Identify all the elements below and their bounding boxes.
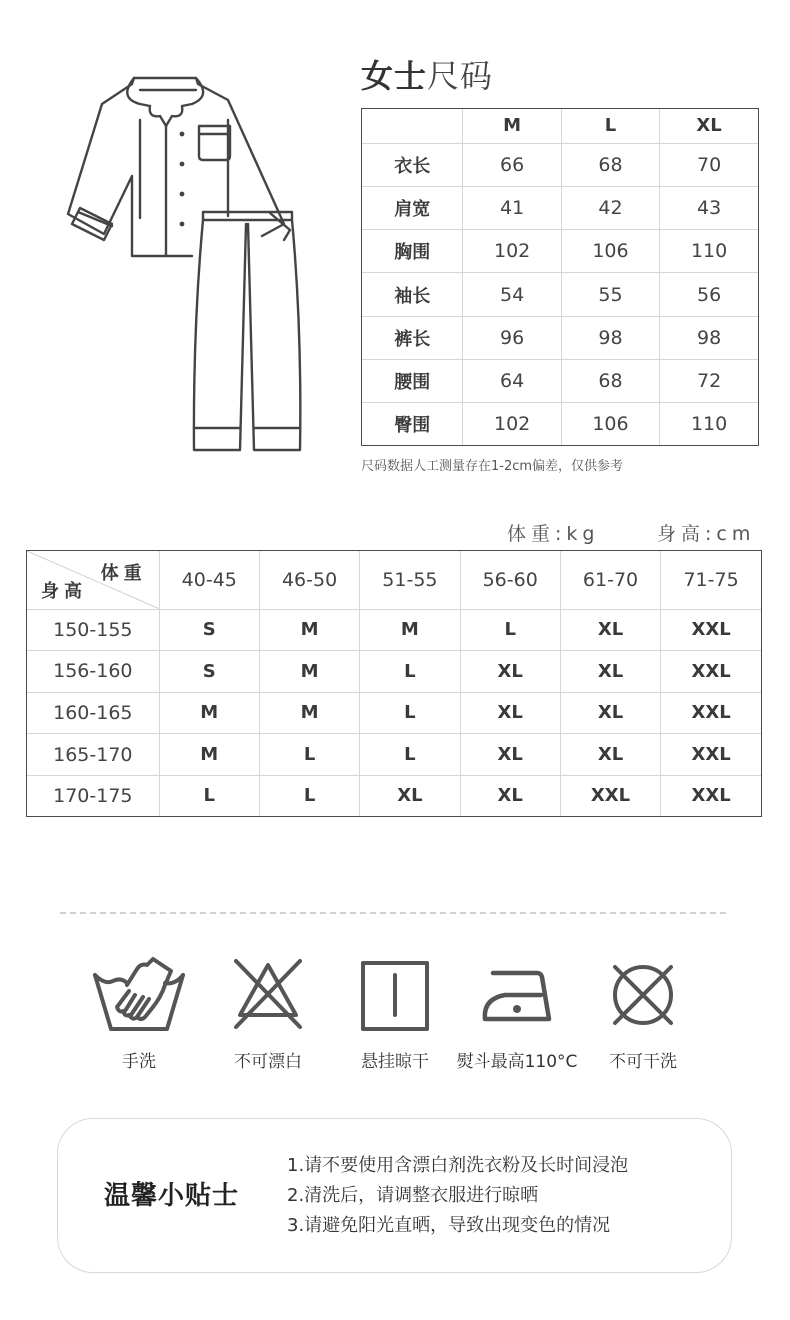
height-unit-label: 身高:cm	[657, 523, 756, 545]
no-bleach-icon	[230, 955, 306, 1033]
weight-range-header: 56-60	[460, 551, 560, 609]
size-cell: L	[259, 734, 359, 776]
cell: 55	[561, 273, 659, 316]
cell: 70	[660, 143, 758, 186]
size-cell: L	[259, 775, 359, 816]
hand-wash-icon	[91, 955, 187, 1033]
row-label: 腰围	[362, 359, 463, 402]
size-recommendation-table	[26, 550, 762, 817]
care-label: 熨斗最高110°C	[456, 1052, 578, 1072]
size-cell: XXL	[560, 775, 660, 816]
size-cell: XL	[360, 775, 460, 816]
cell: 68	[561, 143, 659, 186]
size-cell: L	[360, 734, 460, 776]
corner-cell	[27, 551, 159, 609]
table-row	[27, 609, 761, 651]
table-row	[362, 403, 758, 445]
cell: 56	[660, 273, 758, 316]
size-cell: M	[259, 651, 359, 693]
cell: 102	[463, 230, 561, 273]
row-label: 胸围	[362, 230, 463, 273]
table-row	[27, 775, 761, 816]
table-row	[27, 651, 761, 693]
cell: 98	[660, 316, 758, 359]
size-header-row	[362, 109, 758, 143]
size-col-header: XL	[660, 109, 758, 143]
cell: 68	[561, 359, 659, 402]
row-label: 衣长	[362, 143, 463, 186]
weight-range-header: 61-70	[560, 551, 660, 609]
size-cell: XL	[560, 692, 660, 734]
height-range: 170-175	[27, 775, 159, 816]
tips-title: 温馨小贴士	[104, 1181, 240, 1211]
table-row	[362, 273, 758, 316]
size-cell: M	[159, 692, 259, 734]
size-cell: XL	[460, 651, 560, 693]
size-cell: L	[360, 692, 460, 734]
size-col-header: M	[463, 109, 561, 143]
size-corner-cell	[362, 109, 463, 143]
no-dry-clean-icon	[605, 955, 681, 1033]
page-title	[361, 56, 493, 96]
row-label: 肩宽	[362, 187, 463, 230]
tips-box	[57, 1118, 732, 1273]
size-cell: XL	[560, 734, 660, 776]
measurement-note: 尺码数据人工测量存在1-2cm偏差，仅供参考	[361, 459, 624, 474]
size-cell: XL	[460, 692, 560, 734]
care-label: 不可干洗	[609, 1052, 677, 1072]
weight-range-header: 51-55	[360, 551, 460, 609]
row-label: 臀围	[362, 403, 463, 445]
cell: 102	[463, 403, 561, 445]
cell: 72	[660, 359, 758, 402]
care-label: 不可漂白	[234, 1052, 302, 1072]
weight-unit-label: 体重:kg	[507, 523, 600, 545]
size-chart-table	[361, 108, 759, 446]
row-label: 袖长	[362, 273, 463, 316]
care-label: 手洗	[122, 1052, 156, 1072]
size-cell: XXL	[661, 692, 761, 734]
title-light: 尺码	[427, 57, 494, 95]
size-cell: XXL	[661, 775, 761, 816]
size-cell: L	[360, 651, 460, 693]
table-row	[27, 734, 761, 776]
table-row	[362, 230, 758, 273]
height-range: 165-170	[27, 734, 159, 776]
table-row	[362, 143, 758, 186]
cell: 106	[561, 403, 659, 445]
care-item-line-dry	[330, 955, 460, 1072]
cell: 106	[561, 230, 659, 273]
tips-list	[287, 1151, 628, 1241]
size-cell: XXL	[661, 609, 761, 651]
care-item-hand-wash	[74, 955, 204, 1072]
size-cell: XXL	[661, 651, 761, 693]
height-range: 160-165	[27, 692, 159, 734]
row-label: 裤长	[362, 316, 463, 359]
size-cell: M	[259, 692, 359, 734]
cell: 66	[463, 143, 561, 186]
care-item-no-dry-clean	[578, 955, 708, 1072]
table-row	[362, 316, 758, 359]
weight-range-header: 46-50	[259, 551, 359, 609]
table-row	[362, 359, 758, 402]
size-cell: XL	[460, 775, 560, 816]
size-col-header: L	[561, 109, 659, 143]
corner-weight-label: 体重	[100, 563, 147, 584]
care-item-iron	[452, 955, 582, 1072]
cell: 110	[660, 403, 758, 445]
size-cell: M	[159, 734, 259, 776]
dashed-divider	[60, 912, 726, 914]
table-row	[362, 187, 758, 230]
size-cell: XL	[560, 651, 660, 693]
tip-item: 3.请避免阳光直晒，导致出现变色的情况	[287, 1215, 611, 1236]
cell: 43	[660, 187, 758, 230]
size-cell: S	[159, 609, 259, 651]
cell: 110	[660, 230, 758, 273]
pajama-illustration	[62, 68, 312, 456]
care-label: 悬挂晾干	[361, 1052, 429, 1072]
size-cell: M	[259, 609, 359, 651]
cell: 64	[463, 359, 561, 402]
cell: 96	[463, 316, 561, 359]
size-cell: XL	[460, 734, 560, 776]
size-cell: XL	[560, 609, 660, 651]
cell: 54	[463, 273, 561, 316]
size-cell: L	[460, 609, 560, 651]
cell: 42	[561, 187, 659, 230]
care-item-no-bleach	[203, 955, 333, 1072]
size-cell: S	[159, 651, 259, 693]
iron-low-icon	[479, 955, 555, 1033]
weight-range-header: 40-45	[159, 551, 259, 609]
rec-header-row	[27, 551, 761, 609]
height-range: 156-160	[27, 651, 159, 693]
cell: 98	[561, 316, 659, 359]
height-range: 150-155	[27, 609, 159, 651]
title-bold: 女士	[361, 57, 428, 95]
tip-item: 2.清洗后，请调整衣服进行晾晒	[287, 1185, 539, 1206]
tip-item: 1.请不要使用含漂白剂洗衣粉及长时间浸泡	[287, 1155, 629, 1176]
line-dry-icon	[359, 955, 431, 1033]
cell: 41	[463, 187, 561, 230]
size-cell: M	[360, 609, 460, 651]
weight-range-header: 71-75	[661, 551, 761, 609]
size-cell: XXL	[661, 734, 761, 776]
table-row	[27, 692, 761, 734]
corner-height-label: 身高	[41, 580, 87, 602]
size-cell: L	[159, 775, 259, 816]
